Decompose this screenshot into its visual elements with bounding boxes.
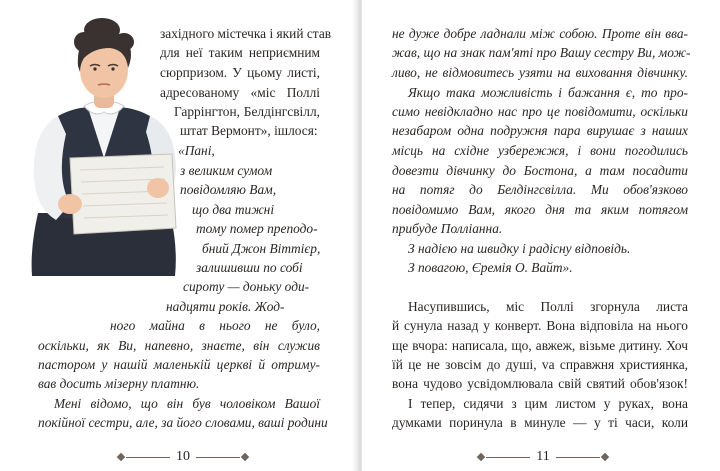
text-line: прибуде Поллiанна. <box>392 221 503 236</box>
text-line: «Пані, <box>178 143 215 158</box>
woman-reading-letter-illustration <box>10 8 185 276</box>
text-line: І тепер, сидячи з цим листом у руках, вона <box>408 396 688 411</box>
text-line: незабаром одна подружня пара вирушає з наших <box>392 123 688 138</box>
text-line: ще вчора: написала, що, авжеж, візьме дитину. Хоч <box>392 338 688 353</box>
page-number: 11 <box>536 449 550 464</box>
text-line: для неї таким неприємним <box>160 45 320 60</box>
text-line: місць на східне узбережжя, і вони погодились <box>392 143 688 158</box>
text-line: тому помер преподо- <box>196 221 318 236</box>
text-line: що два тижні <box>192 202 275 217</box>
text-line: З надією на швидку і радісну відповідь. <box>408 241 631 256</box>
text-line: не дуже добре ладнали між собою. Проте він вва- <box>392 26 688 41</box>
text-line: їй це не зовсім до душі, vа справжня християнка, <box>392 357 688 372</box>
text-line: ного майна в нього не було, <box>110 318 320 333</box>
text-line: на потяг до Белдінгсвілла. Ми обов'язково <box>392 182 688 197</box>
text-line: Насупившись, міс Поллі згорнула листа <box>408 299 688 314</box>
right-page <box>362 0 720 471</box>
text-line: Мені відомо, що він був чоловіком Вашої <box>54 396 320 411</box>
text-line: штат Вермонт», ішлося: <box>180 123 318 138</box>
page-footer-ornament <box>478 448 608 468</box>
text-line: симо невідкладно нас про це повідомити, оскільки <box>392 104 688 119</box>
text-line: західного містечка і який став <box>160 26 332 41</box>
text-line: вона чудово усвідомлювала свій святий обов'язок! <box>392 376 688 391</box>
text-line: сироту — доньку оди- <box>183 279 310 294</box>
text-line: довезти дівчинку до Бостона, а там посадити <box>392 163 688 178</box>
page-number: 10 <box>176 449 190 464</box>
text-line: з великим сумом <box>180 163 273 178</box>
text-line: надцяти років. Жод- <box>166 299 285 314</box>
left-page <box>0 0 358 471</box>
text-line: бний Джон Віттієр, <box>202 241 321 256</box>
text-line: Якщо така можливість і бажання є, то про- <box>408 85 688 100</box>
text-line: адресованому «міс Поллі <box>160 85 320 100</box>
text-line: вав досить мізерну платню. <box>38 376 200 391</box>
text-line: повідомляю Вам, <box>180 182 277 197</box>
text-line: залишивши по собі <box>196 260 303 275</box>
page-footer-ornament <box>118 448 248 468</box>
text-line: пастором у нашій маленькій церкві й отриму- <box>38 357 320 372</box>
text-line: З повагою, Єремія О. Вайт». <box>408 260 573 275</box>
text-line: жав, що на знак пам'яті про Вашу сестру Ви, мож- <box>392 45 691 60</box>
text-line: й сунула назад у конверт. Вона відповіла на нього <box>392 318 688 333</box>
text-line: оскільки, як Ви, напевно, знаєте, він служив <box>38 338 320 353</box>
text-line: Гаррінгтон, Белдінгсвілл, <box>174 104 320 119</box>
text-line: думками поринула в минуле — у ті часи, коли <box>392 415 688 430</box>
text-line: ливо, не відмовитесь узяти на виховання дівчинку. <box>392 65 688 80</box>
text-line: сюрпризом. У цьому листі, <box>160 65 320 80</box>
text-line: повідомимо Вам, якого дня та яким потягом <box>392 202 688 217</box>
text-line: покійної сестри, але, за його словами, ваші родини <box>38 415 328 430</box>
